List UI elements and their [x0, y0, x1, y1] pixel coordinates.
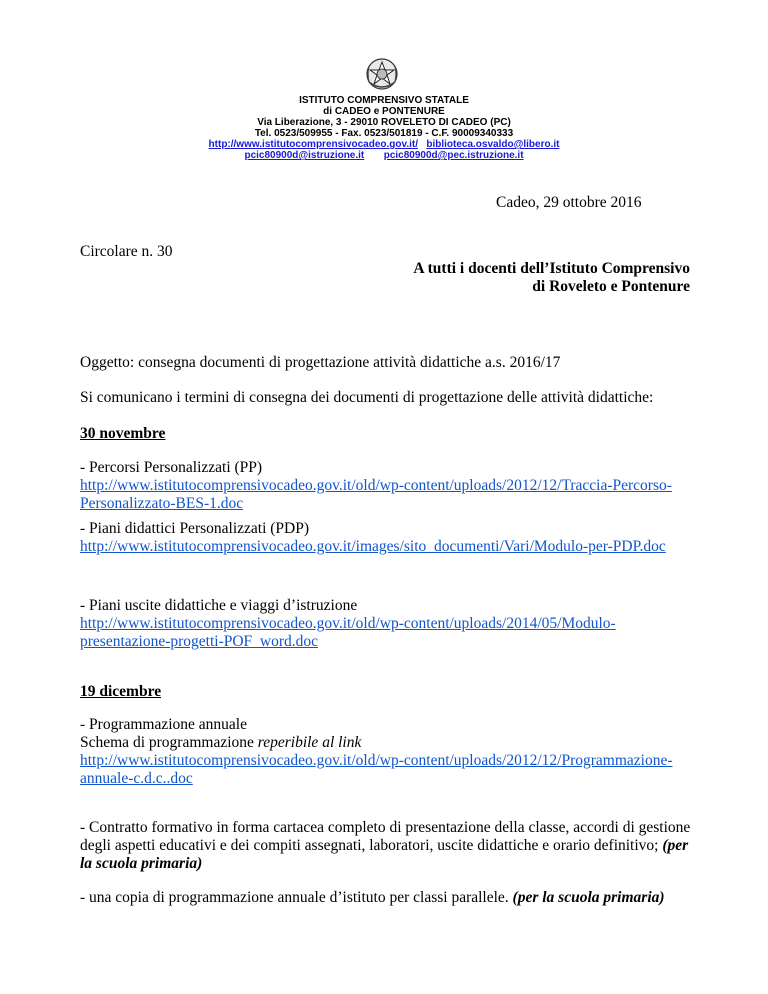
- contratto-text: degli aspetti educativi e dei compiti assegnati, laboratori, uscite didattiche e orario definitivo;: [80, 837, 663, 854]
- subject-line: Oggetto: consegna documenti di progettazione attività didattiche a.s. 2016/17: [80, 354, 561, 371]
- item-pdp-title: - Piani didattici Personalizzati (PDP): [80, 520, 310, 537]
- circular-number: Circolare n. 30: [80, 243, 173, 260]
- copia-text: - una copia di programmazione annuale d’istituto per classi parallele.: [80, 889, 513, 906]
- schema-italic: reperibile al link: [257, 734, 362, 751]
- contratto-note-start: (per: [662, 837, 689, 854]
- item-contratto-line1: - Contratto formativo in forma cartacea completo di presentazione della classe, accordi di gestione: [80, 819, 691, 836]
- item-contratto-line3: [80, 855, 202, 873]
- letterhead-institute: ISTITUTO COMPRENSIVO STATALE: [299, 95, 469, 106]
- item-programmazione-link-1[interactable]: http://www.istitutocomprensivocadeo.gov.it/old/wp-content/uploads/2012/12/Programmazione-: [80, 752, 673, 769]
- date-line: Cadeo, 29 ottobre 2016: [496, 194, 642, 211]
- deadline-30-novembre: 30 novembre: [80, 425, 166, 442]
- website-link[interactable]: http://www.istitutocomprensivocadeo.gov.it/: [208, 139, 418, 150]
- item-programmazione-title: - Programmazione annuale: [80, 716, 247, 733]
- pec-link[interactable]: pcic80900d@pec.istruzione.it: [383, 150, 524, 161]
- deadline-19-dicembre: 19 dicembre: [80, 683, 162, 700]
- letterhead-subtitle: di CADEO e PONTENURE: [323, 106, 445, 117]
- item-copia-programmazione: [80, 889, 665, 907]
- recipients-line1: A tutti i docenti dell’Istituto Comprensivo: [413, 260, 690, 277]
- schema-text: Schema di programmazione: [80, 734, 258, 751]
- intro-line: Si comunicano i termini di consegna dei documenti di progettazione delle attività didattiche:: [80, 389, 654, 406]
- item-percorsi-title: - Percorsi Personalizzati (PP): [80, 459, 263, 476]
- contratto-note-end: la scuola primaria): [80, 855, 203, 872]
- item-programmazione-link-2[interactable]: annuale-c.d.c..doc: [80, 770, 193, 787]
- item-percorsi-link-1[interactable]: http://www.istitutocomprensivocadeo.gov.it/old/wp-content/uploads/2012/12/Traccia-Percorso-: [80, 477, 672, 494]
- library-email-link[interactable]: biblioteca.osvaldo@libero.it: [426, 139, 560, 150]
- letterhead-links-row2: [0, 150, 768, 162]
- item-uscite-link-2[interactable]: presentazione-progetti-POF_word.doc: [80, 633, 319, 650]
- republic-emblem-icon: [364, 56, 400, 92]
- letterhead-contacts: Tel. 0523/509955 - Fax. 0523/501819 - C.F. 90009340333: [254, 128, 514, 139]
- letterhead-address: Via Liberazione, 3 - 29010 ROVELETO DI CADEO (PC): [257, 117, 511, 128]
- item-pdp-link[interactable]: http://www.istitutocomprensivocadeo.gov.it/images/sito_documenti/Vari/Modulo-per-PDP.doc: [80, 538, 666, 555]
- email-link[interactable]: pcic80900d@istruzione.it: [244, 150, 365, 161]
- copia-note: (per la scuola primaria): [512, 889, 665, 906]
- item-percorsi-link-2[interactable]: Personalizzato-BES-1.doc: [80, 495, 244, 512]
- recipients-line2: di Roveleto e Pontenure: [532, 278, 690, 295]
- item-uscite-title: - Piani uscite didattiche e viaggi d’istruzione: [80, 597, 358, 614]
- item-programmazione-schema: [80, 734, 361, 752]
- item-contratto-line2: [80, 837, 688, 855]
- recipients: [413, 260, 690, 296]
- item-uscite-link-1[interactable]: http://www.istitutocomprensivocadeo.gov.it/old/wp-content/uploads/2014/05/Modulo-: [80, 615, 616, 632]
